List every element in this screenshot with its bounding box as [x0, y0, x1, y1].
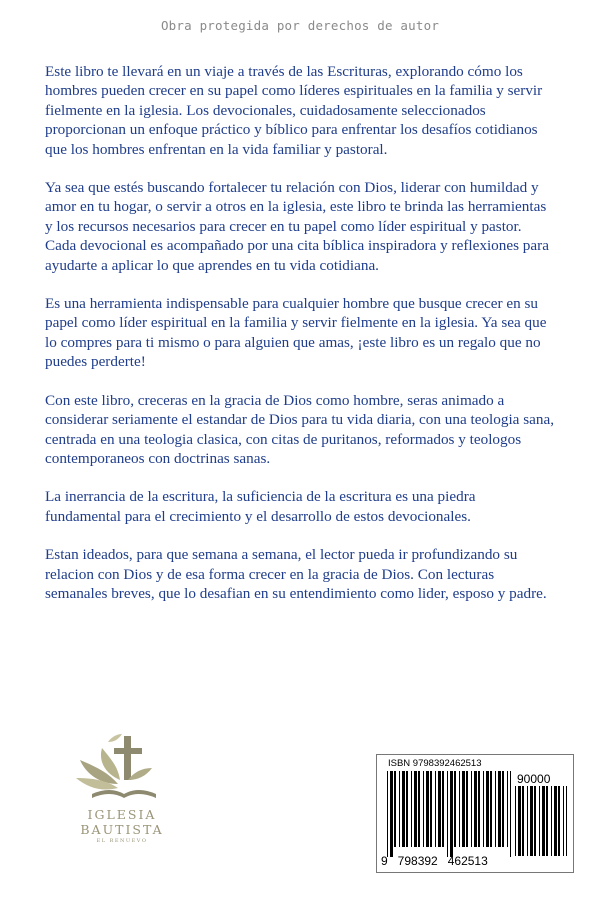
barcode-bar: [566, 786, 567, 856]
barcode-bar: [483, 771, 484, 847]
barcode-bar: [418, 771, 420, 847]
barcode-bar: [471, 771, 472, 847]
barcode-bar: [459, 771, 460, 847]
barcode-bar: [462, 771, 465, 847]
barcode-bar: [450, 771, 453, 857]
barcode-bar: [534, 786, 536, 856]
addon-barcode-bars: [515, 786, 567, 856]
paragraph-6: Estan ideados, para que semana a semana, el lector pueda ir profundizando su relacion con Dios y de esa forma crecer en la gracia de Dios. Con lecturas semanales breves, que lo desafian en su entendimiento como lider, esposo y padre.: [45, 546, 547, 602]
barcode-bar: [539, 786, 540, 856]
barcode-bar: [442, 771, 444, 847]
paragraph-2: Ya sea que estés buscando fortalecer tu relación con Dios, liderar con humildad y amor en tu hogar, o servir a otros en la iglesia, este libro te brinda las herramientas y los recursos necesarios para crecer en tu papel como líder espiritual y pastor. Cada devocional es acompañado por una cita bíblica inspiradora y reflexiones para ayudarte a aplicar lo que aprendes en tu vida cotidiana.: [45, 179, 549, 274]
paragraph-1: Este libro te llevará en un viaje a través de las Escrituras, explorando cómo los hombres pueden crecer en su papel como líderes espirituales en la familia y servir fielmente en la iglesia. Los devocionales, cuidadosamente seleccionados proporcionan un enfoque práctico y bíblico para enfrentar los desafíos cotidianos que los hombres enfrentan en la vida familiar y pastoral.: [45, 63, 543, 158]
main-barcode-bars: [387, 771, 511, 857]
isbn-digits: 9 798392 462513: [381, 854, 488, 868]
barcode-bar: [502, 771, 504, 847]
barcode-bar: [522, 786, 524, 856]
barcode-bar: [530, 786, 533, 856]
barcode-bar: [454, 771, 456, 847]
barcode-bar: [399, 771, 400, 847]
logo-text-el-renuevo: EL RENUEVO: [96, 838, 148, 844]
barcode-bar: [394, 771, 396, 847]
logo-text-bautista: BAUTISTA: [80, 822, 164, 837]
barcode-bar: [490, 771, 492, 847]
barcode-bar: [447, 771, 448, 857]
barcode-bar: [518, 786, 521, 856]
leaf-cross-icon: [62, 728, 182, 808]
paragraph-3: Es una herramienta indispensable para cualquier hombre que busque crecer en su papel como líder espiritual en la familia y servir fielmente en la iglesia. Ya sea que lo compres para ti mismo o para alguien que amas, ¡este libro es un regalo que no puedes perderte!: [45, 295, 547, 371]
barcode-bar: [414, 771, 417, 847]
barcode-bar: [426, 771, 429, 847]
barcode-bar: [558, 786, 560, 856]
isbn-label: ISBN 9798392462513: [388, 758, 482, 769]
barcode-bar: [390, 771, 393, 857]
barcode-bar: [387, 771, 388, 857]
barcode-bar: [510, 771, 511, 857]
paragraph-4: Con este libro, creceras en la gracia de Dios como hombre, seras animado a considerar seriamente el estandar de Dios para tu vida diaria, con una teologia sana, centrada en una teologia clasica, con citas de puritanos, reformados y teologos contemporaneos con doctrinas sanas.: [45, 391, 554, 467]
barcode-bar: [474, 771, 477, 847]
barcode-bar: [527, 786, 528, 856]
barcode-bar: [406, 771, 408, 847]
paragraph-5: La inerrancia de la escritura, la suficiencia de la escritura es una piedra fundamental para el crecimiento y el desarrollo de estos devocionales.: [45, 488, 476, 525]
price-code: 90000: [517, 772, 551, 786]
barcode-bar: [542, 786, 545, 856]
barcode-bar: [435, 771, 436, 847]
barcode-bar: [430, 771, 432, 847]
barcode-bar: [554, 786, 557, 856]
church-logo: [62, 728, 182, 848]
isbn-barcode: [376, 754, 574, 873]
barcode-bar: [423, 771, 424, 847]
barcode-bar: [515, 786, 516, 856]
barcode-bar: [478, 771, 480, 847]
barcode-bar: [563, 786, 564, 856]
barcode-bar: [411, 771, 412, 847]
barcode-bar: [466, 771, 468, 847]
barcode-bar: [546, 786, 548, 856]
barcode-bar: [551, 786, 552, 856]
barcode-bar: [498, 771, 501, 847]
copyright-watermark-top: Obra protegida por derechos de autor: [160, 18, 440, 33]
barcode-bar: [402, 771, 405, 847]
barcode-bar: [486, 771, 489, 847]
barcode-bar: [495, 771, 496, 847]
barcode-bar: [438, 771, 441, 847]
barcode-bar: [507, 771, 508, 847]
back-cover-text: [45, 62, 555, 622]
logo-text-iglesia: IGLESIA: [87, 807, 157, 822]
